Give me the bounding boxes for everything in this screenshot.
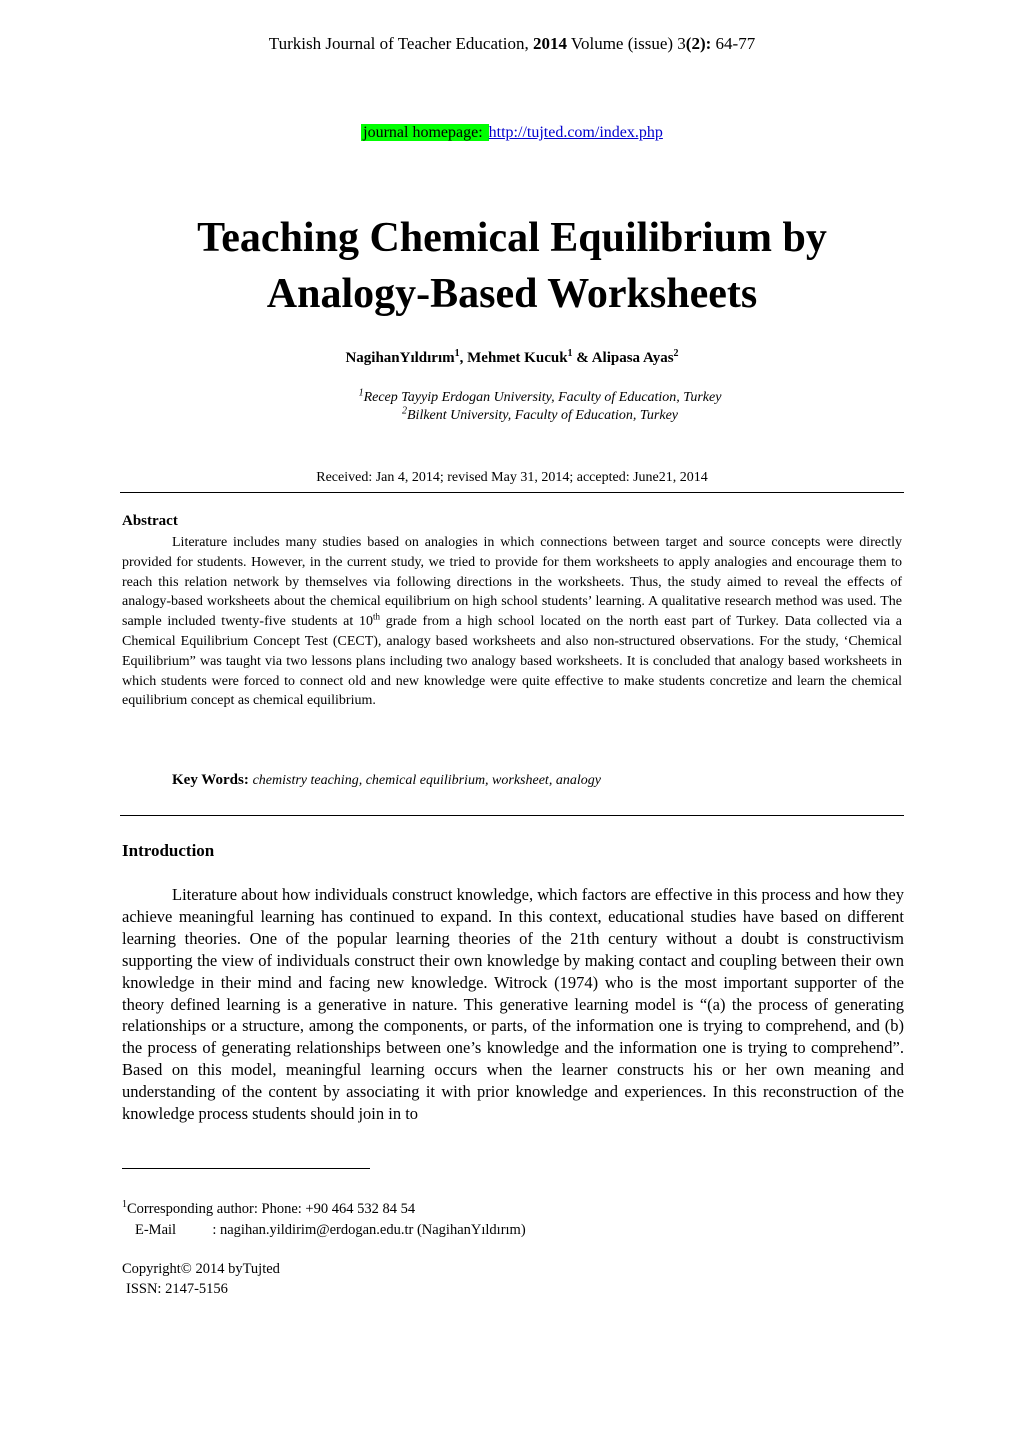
abstract-heading: Abstract	[122, 513, 178, 529]
footnote-email: E-Mail : nagihan.yildirim@erdogan.edu.tr (NagihanYıldırım)	[135, 1222, 526, 1238]
introduction-body: Literature about how individuals construct knowledge, which factors are effective in this process and how they achieve meaningful learning has continued to expand. In this context, educational studies have based on different learning theories. One of the popular learning theories of the 21th century without a doubt is constructivism supporting the view of individuals construct their own knowledge by making contact and coupling between their own knowledge in their mind and facing new knowledge. Witrock (1974) who is the most important supporter of the theory defined learning is a generative in nature. This generative learning model is “(a) the process of generating relationships or a structure, among the components, or parts, of the information one is trying to comprehend, and (b) the process of generating relationships between one’s knowledge and the information one is trying to comprehend”. Based on this model, meaningful learning occurs when the learner constructs his or her own meaning and understanding of the content by associating it with prior knowledge and experiences. In this reconstruction of the knowledge process students should join in to	[122, 885, 904, 1124]
journal-name: Turkish Journal of Teacher Education,	[268, 34, 533, 53]
homepage-link[interactable]: http://tujted.com/index.php	[488, 124, 663, 141]
author-1-affiliation-marker: 1	[454, 348, 460, 359]
divider-bottom	[120, 815, 904, 816]
author-2: , Mehmet Kucuk	[459, 350, 568, 366]
author-list	[0, 350, 1024, 367]
paper-title	[0, 210, 1024, 322]
affiliation-1	[330, 387, 750, 406]
keywords-value: chemistry teaching, chemical equilibrium, worksheet, analogy	[252, 773, 601, 788]
footnote-line-1	[122, 1201, 415, 1218]
homepage-label: journal homepage:	[363, 124, 487, 141]
abstract-text-2: grade from a high school located on the north east part of Turkey. Data collected via a Chemical Equilibrium Concept Test (CECT), analogy based worksheets and also non-structured observations. For the study, ‘Chemical Equilibrium” was taught via two lessons plans including two analogy based worksheets. It is concluded that analogy based worksheets in which students were forced to connect old and new knowledge were quite effective to make students concretize and learn the chemical equilibrium concept as chemical equilibrium.	[122, 614, 902, 709]
paper-title-line-1: Teaching Chemical Equilibrium by	[197, 215, 827, 261]
paper-title-line-2: Analogy-Based Worksheets	[266, 271, 758, 317]
footnote-corresponding: Corresponding author: Phone: +90 464 532 84 54	[127, 1201, 416, 1217]
received-dates: Received: Jan 4, 2014; revised May 31, 2014; accepted: June21, 2014	[316, 470, 708, 485]
author-3: & Alipasa Ayas	[572, 350, 674, 366]
abstract-superscript: th	[372, 611, 380, 622]
keywords	[172, 772, 601, 789]
journal-year: 2014	[532, 34, 567, 53]
author-3-affiliation-marker: 2	[673, 348, 679, 359]
journal-volume: Volume (issue) 3	[566, 34, 686, 53]
affiliation-2-marker: 2	[402, 405, 407, 417]
abstract-body	[122, 533, 902, 711]
footnote-rule	[122, 1168, 370, 1169]
journal-homepage	[0, 124, 1024, 142]
journal-citation	[0, 34, 1024, 54]
divider-top	[120, 492, 904, 493]
author-2-affiliation-marker: 1	[567, 348, 573, 359]
introduction-heading: Introduction	[122, 841, 215, 860]
affiliation-1-marker: 1	[358, 387, 364, 399]
keywords-label: Key Words:	[172, 772, 253, 788]
affiliation-1-text: Recep Tayyip Erdogan University, Faculty of Education, Turkey	[363, 390, 722, 405]
issn-number: ISSN: 2147-5156	[126, 1281, 228, 1297]
copyright-notice: Copyright© 2014 byTujted	[122, 1261, 280, 1277]
abstract-text-1: Literature includes many studies based on analogies in which connections between target and source concepts were directly provided for students. However, in the current study, we tried to provide for them worksheets to apply analogies and encourage them to reach this relation network by themselves via following directions in the worksheets. Thus, the study aimed to reveal the effects of analogy-based worksheets about the chemical equilibrium on high school students’ learning. A qualitative research method was used. The sample included twenty-five students at 10	[122, 535, 902, 630]
journal-issue: (2):	[685, 34, 712, 53]
author-1: NagihanYıldırım	[345, 350, 455, 366]
affiliation-2-text: Bilkent University, Faculty of Education, Turkey	[407, 408, 678, 423]
journal-pages: 64-77	[711, 34, 756, 53]
footnote-marker: 1	[122, 1199, 127, 1211]
affiliation-2	[330, 405, 750, 424]
